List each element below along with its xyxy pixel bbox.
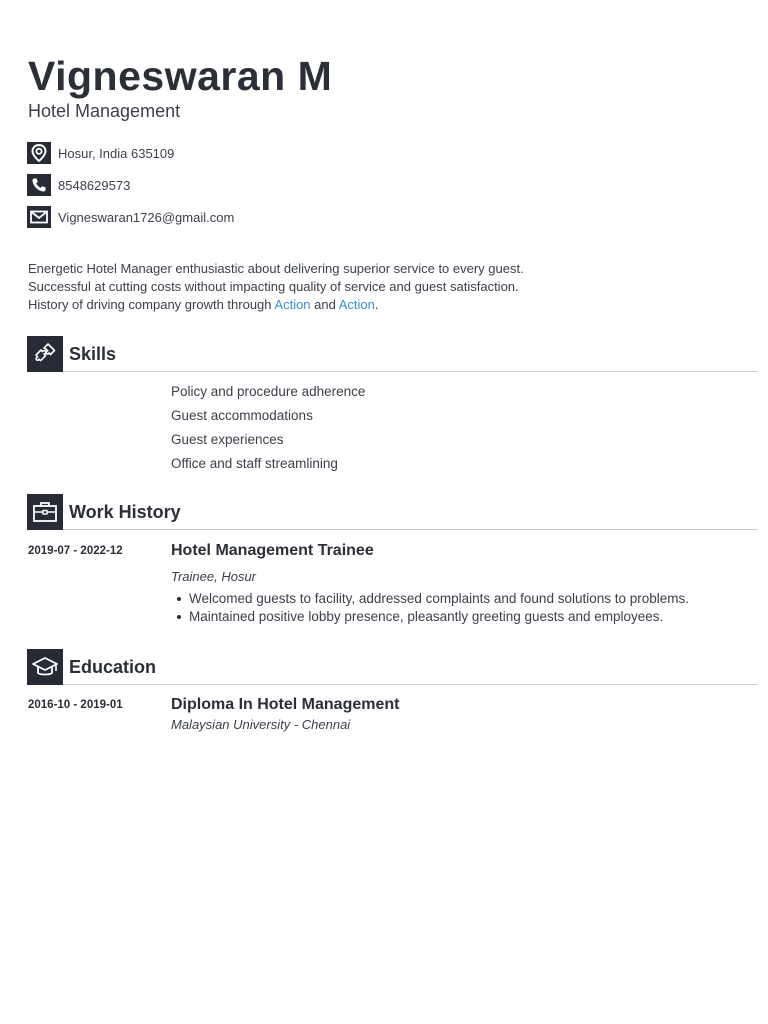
professional-summary bbox=[28, 260, 728, 314]
section-divider bbox=[63, 684, 758, 685]
puzzle-icon bbox=[27, 336, 63, 372]
skill-item: Policy and procedure adherence bbox=[171, 384, 366, 399]
graduation-cap-icon bbox=[27, 649, 63, 685]
location-pin-icon bbox=[27, 142, 51, 164]
contact-location bbox=[27, 142, 174, 164]
education-section-title: Education bbox=[69, 657, 157, 677]
briefcase-icon bbox=[27, 494, 63, 530]
section-divider bbox=[63, 529, 758, 530]
skill-item: Office and staff streamlining bbox=[171, 456, 338, 471]
contact-email-text: Vigneswaran1726@gmail.com bbox=[58, 209, 235, 225]
work-responsibilities bbox=[171, 590, 751, 626]
skills-section-header bbox=[27, 336, 758, 372]
summary-line: Successful at cutting costs without impacting quality of service and guest satisfaction. bbox=[28, 279, 519, 294]
phone-icon bbox=[27, 174, 51, 196]
candidate-name: Vigneswaran M bbox=[28, 53, 333, 99]
contact-location-text: Hosur, India 635109 bbox=[58, 145, 175, 161]
work-employer: Trainee, Hosur bbox=[171, 569, 257, 584]
work-history-section-header bbox=[27, 494, 758, 530]
summary-line bbox=[28, 296, 728, 314]
work-history-section-title: Work History bbox=[69, 502, 181, 522]
action-link[interactable]: Action bbox=[274, 297, 311, 312]
contact-phone-text: 8548629573 bbox=[58, 177, 131, 193]
skill-item: Guest accommodations bbox=[171, 408, 313, 423]
contact-email bbox=[27, 206, 234, 228]
responsibility-item: Welcomed guests to facility, addressed complaints and found solutions to problems. bbox=[171, 590, 751, 608]
section-divider bbox=[63, 371, 758, 372]
education-institution: Malaysian University - Chennai bbox=[171, 717, 351, 732]
education-section-header bbox=[27, 649, 758, 685]
contact-phone bbox=[27, 174, 130, 196]
summary-text: History of driving company growth through bbox=[28, 297, 275, 312]
skills-section-title: Skills bbox=[69, 344, 117, 364]
responsibility-item: Maintained positive lobby presence, pleasantly greeting guests and employees. bbox=[171, 608, 751, 626]
skill-item: Guest experiences bbox=[171, 432, 284, 447]
education-degree: Diploma In Hotel Management bbox=[171, 696, 400, 713]
candidate-role: Hotel Management bbox=[28, 101, 181, 121]
work-job-title: Hotel Management Trainee bbox=[171, 542, 374, 559]
email-icon bbox=[27, 206, 51, 228]
work-dates: 2019-07 - 2022-12 bbox=[28, 545, 123, 557]
summary-line: Energetic Hotel Manager enthusiastic about delivering superior service to every guest. bbox=[28, 261, 524, 276]
action-link[interactable]: Action bbox=[338, 297, 375, 312]
summary-text: . bbox=[374, 297, 379, 312]
education-dates: 2016-10 - 2019-01 bbox=[28, 699, 123, 711]
summary-text: and bbox=[310, 297, 339, 312]
